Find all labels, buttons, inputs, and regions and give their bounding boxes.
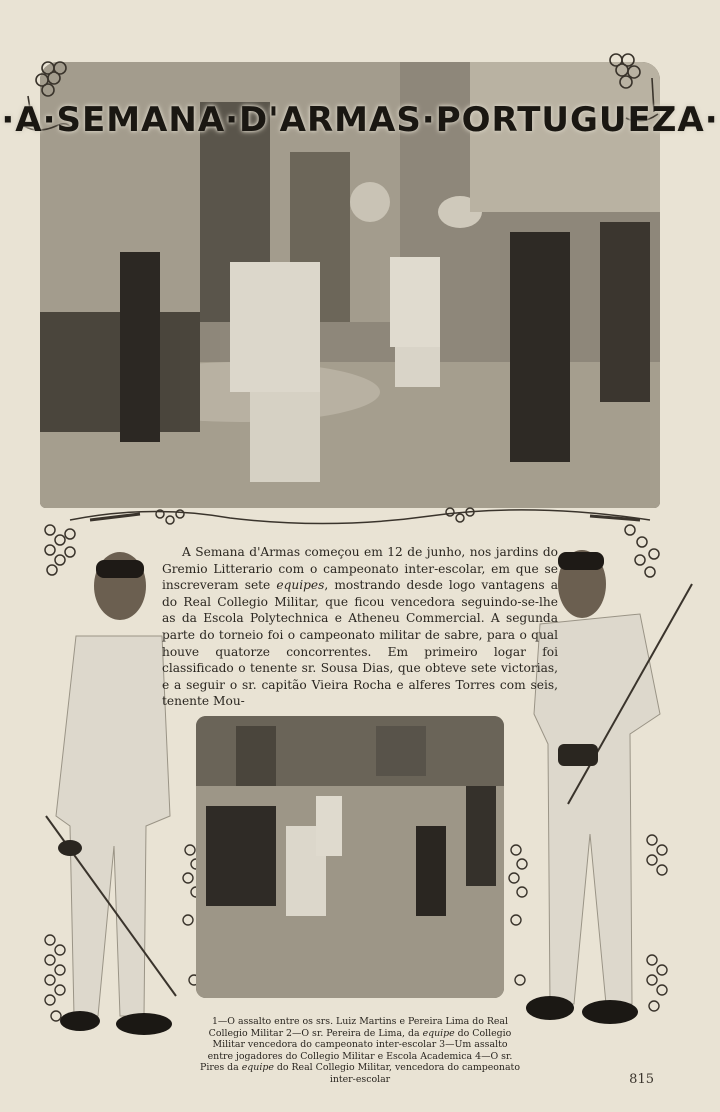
article-text-part: , mostrando desde logo vantagens a do Real Collegio Militar, que ficou vencedora seguindo-se-lhe as da Escola Polytechnica e Atheneu Commercial. A segunda parte do torneio foi o campeonato militar de sabre, para o qual houve quatorze concorrentes. Em primeiro logar foi classificado o tenente sr. Sousa Dias, que obteve sete victorias, e a seguir o sr. capitão Vieira Rocha e alferes Torres com seis, tenente Mou- <box>162 578 559 709</box>
article-body <box>162 544 558 710</box>
page-title: ·A·SEMANA·D'ARMAS·PORTUGUEZA· <box>1 100 719 140</box>
article-text-part: A Semana d'Armas começou em 12 de junho, nos jardins do Gremio Litterario com o campeonato inter-escolar, em que se inscreveram sete <box>162 545 558 593</box>
grape-ornament-icon <box>36 830 96 1050</box>
caption-text-part: 1—O assalto entre os srs. Luiz Martins e Pereira Lima do Real Collegio Militar 2—O sr. Pereira de Lima, da <box>208 1016 509 1039</box>
caption-text-italic: equipe <box>241 1062 274 1074</box>
photo-caption <box>200 1016 520 1086</box>
grape-ornament-icon <box>504 830 534 1010</box>
caption-text-part: do Collegio Militar vencedora do campeonato inter-escolar 3—Um assalto entre jogadores do Collegio Militar e Escola Academica 4—O sr. Pires da <box>200 1027 513 1074</box>
caption-text-part: do Real Collegio Militar, vencedora do campeonato inter-escolar <box>273 1062 520 1085</box>
article-text-italic: equipes <box>276 578 325 593</box>
fencing-bout-photo-3 <box>196 716 504 998</box>
caption-text-italic: equipe <box>422 1027 455 1039</box>
fencing-scene-illustration <box>196 716 504 998</box>
article-paragraph <box>162 544 558 710</box>
grape-ornament-icon <box>636 830 686 1050</box>
page-number: 815 <box>629 1072 654 1087</box>
